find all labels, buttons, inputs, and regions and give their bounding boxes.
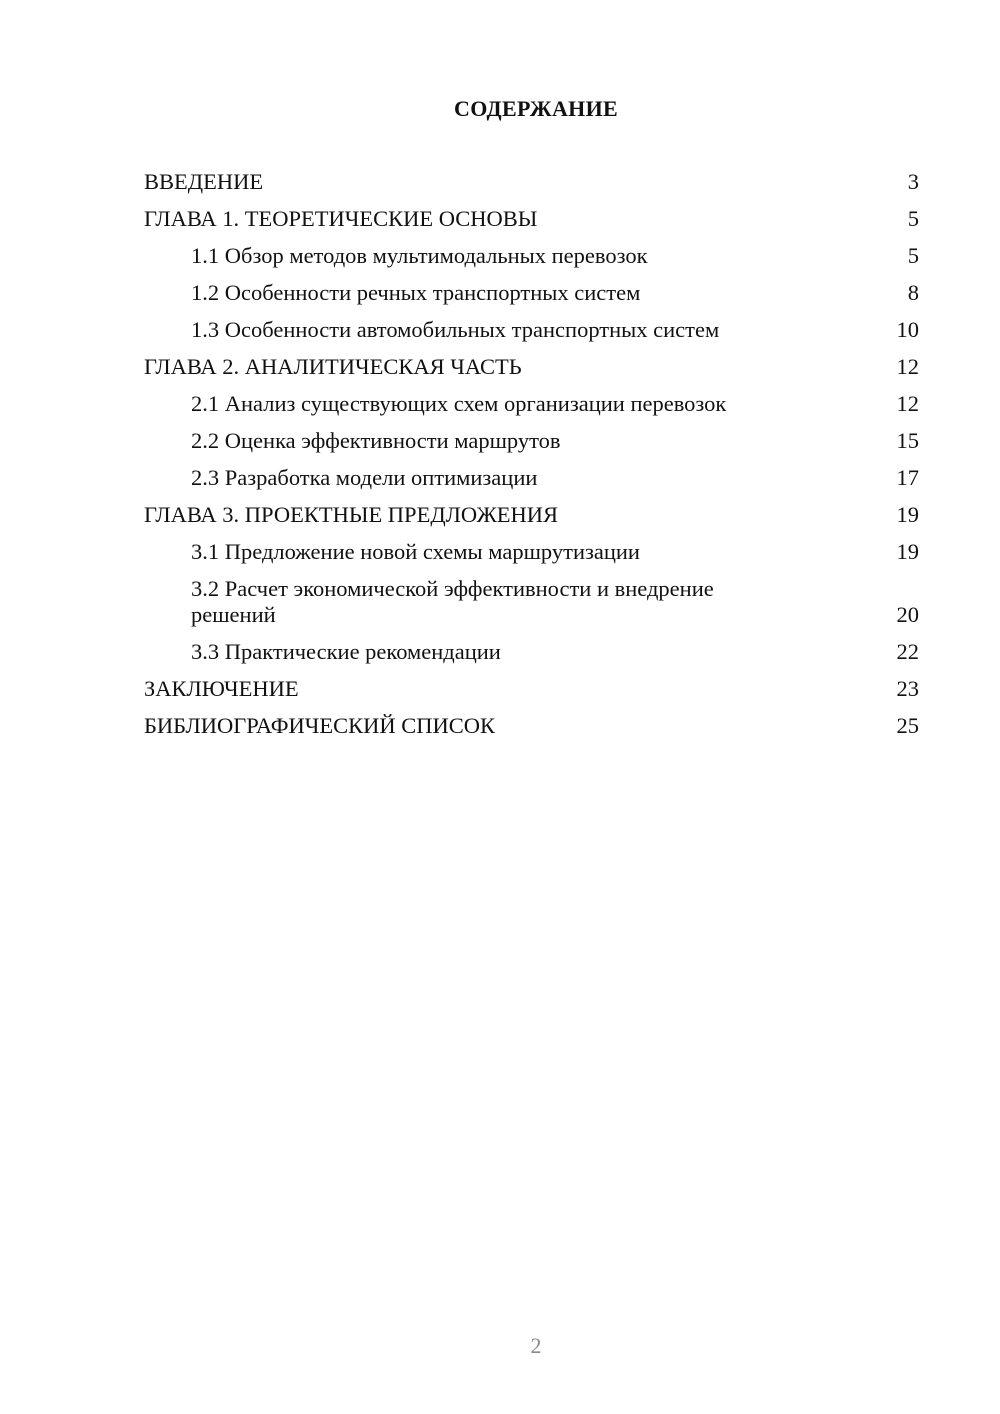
toc-entry-page: 12 [896, 354, 919, 379]
toc-entry[interactable] [144, 676, 919, 702]
toc-entry[interactable] [144, 206, 919, 232]
toc-entry[interactable] [144, 391, 919, 417]
toc-entry-label: 3.2 Расчет экономической эффективности и внедрение решений [191, 576, 714, 627]
toc-entry-label: БИБЛИОГРАФИЧЕСКИЙ СПИСОК [144, 713, 496, 738]
toc-entry-label: 2.2 Оценка эффективности маршрутов [191, 428, 561, 453]
toc-entry-page: 25 [896, 713, 919, 738]
toc-entry-page: 12 [896, 391, 919, 416]
toc-entry-page: 15 [896, 428, 919, 453]
toc-entry-label: ВВЕДЕНИЕ [144, 169, 264, 194]
toc-entry-label: 3.1 Предложение новой схемы маршрутизации [191, 539, 640, 564]
toc-entry[interactable] [144, 317, 919, 343]
toc-entry-label: 1.3 Особенности автомобильных транспортных систем [191, 317, 720, 342]
toc-entry-page: 23 [896, 676, 919, 701]
toc-entry-page: 5 [907, 243, 919, 268]
page-number: 2 [530, 1333, 542, 1358]
toc-entry-label: ГЛАВА 3. ПРОЕКТНЫЕ ПРЕДЛОЖЕНИЯ [144, 502, 559, 527]
toc-entry-page: 8 [907, 280, 919, 305]
toc-entry-page: 5 [907, 206, 919, 231]
toc-entry-label: ЗАКЛЮЧЕНИЕ [144, 676, 299, 701]
toc-entry-label: 3.3 Практические рекомендации [191, 639, 501, 664]
toc-entry[interactable] [144, 169, 919, 195]
toc-entry-page: 10 [896, 317, 919, 342]
toc-entry[interactable] [144, 576, 919, 628]
toc-entry-page: 19 [896, 539, 919, 564]
toc-entry-label: 2.3 Разработка модели оптимизации [191, 465, 538, 490]
toc-entry[interactable] [144, 280, 919, 306]
toc-entry-page: 19 [896, 502, 919, 527]
toc-entry-page: 3 [907, 169, 919, 194]
toc-entry-page: 17 [896, 465, 919, 490]
toc-entry-label: ГЛАВА 1. ТЕОРЕТИЧЕСКИЕ ОСНОВЫ [144, 206, 538, 231]
toc-entry[interactable] [144, 502, 919, 528]
toc-entry[interactable] [144, 639, 919, 665]
toc-entry-label: 2.1 Анализ существующих схем организации перевозок [191, 391, 727, 416]
toc-entry[interactable] [144, 243, 919, 269]
toc-entry[interactable] [144, 713, 919, 739]
toc-entry[interactable] [144, 354, 919, 380]
toc-entry-label: ГЛАВА 2. АНАЛИТИЧЕСКАЯ ЧАСТЬ [144, 354, 522, 379]
toc-entry[interactable] [144, 465, 919, 491]
page-title: СОДЕРЖАНИЕ [454, 96, 618, 121]
table-of-contents [144, 169, 919, 750]
toc-entry-page: 22 [896, 639, 919, 664]
toc-entry[interactable] [144, 539, 919, 565]
toc-entry-label: 1.2 Особенности речных транспортных систем [191, 280, 641, 305]
toc-entry[interactable] [144, 428, 919, 454]
toc-entry-page: 20 [896, 602, 919, 627]
toc-entry-label: 1.1 Обзор методов мультимодальных перевозок [191, 243, 648, 268]
